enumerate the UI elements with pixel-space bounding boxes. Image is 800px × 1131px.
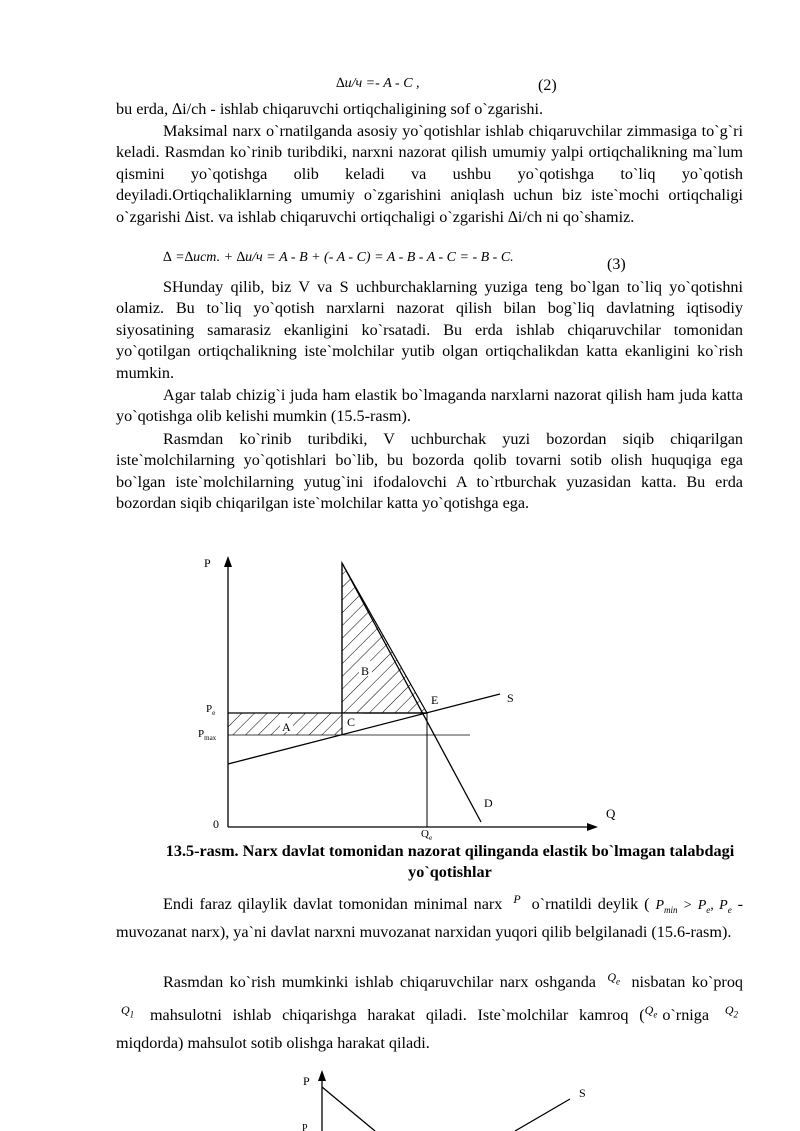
axis-p-label-2: P (303, 1074, 310, 1088)
point-e-label: E (431, 693, 439, 707)
pe-label: $P_e$ (206, 703, 216, 717)
p-axis-2-arrow (318, 1070, 326, 1081)
paragraph-3: SHunday qilib, biz V va S uchburchaklarning yuziga teng bo`lgan to`liq yo`qotishni olamiz. Bu to`liq yo`qotish narxlarni nazorat qilish bilan bog`liq davlatning iqtisodiy siyosatining samarasiz ekanligini ko`rsatadi. Bu erda ishlab chiqaruvchilar tomonidan yo`qotilgan ortiqchalikning iste`molchilar yutib olgan ortiqchalikdan katta ekanligini ko`rish mumkin. (116, 278, 743, 382)
symbol-p: P (513, 892, 521, 906)
area-b-label: B (361, 664, 370, 678)
p-axis-arrow (224, 556, 232, 567)
area-a-label: A (282, 720, 291, 734)
paragraph-6 (116, 888, 743, 943)
formula-2-number: (2) (538, 77, 557, 94)
formula-2: ∆и/ч =- A - C , (336, 76, 420, 91)
figure-caption: 13.5-rasm. Narx davlat tomonidan nazorat qilinganda elastik bo`lmagan talabdagi yo`qotishlar (165, 842, 735, 882)
area-c-label: C (347, 715, 356, 729)
figure-13-6 (0, 1060, 800, 1131)
p7-text-3: mahsulotni ishlab chiqarishga harakat qiladi. Iste`molchilar kamroq ( (149, 1006, 645, 1024)
paragraph-2: Maksimal narx o`rnatilganda asosiy yo`qotishlar ishlab chiqaruvchilar zimmasiga to`g`ri keladi. Rasmdan ko`rinib turibdiki, narxni nazorat qilish umumiy yalpi ortiqchalikning ma`lum qismini yo`qotishga olib keladi va ushbu yo`qotishga to`liq yo`qotish deyiladi.Ortiqchaliklarning umumiy o`zgarishini aniqlash uchun biz iste`mochi ortiqchaligi o`zgarishi ∆ist. va ishlab chiqaruvchi ortiqchaligi o`zgarishi ∆i/ch ni qo`shamiz. (116, 122, 743, 226)
symbol-qe: Qe (607, 970, 621, 987)
paragraph-4: Agar talab chizig`i juda ham elastik bo`lmaganda narxlarni nazorat qilish ham juda katta yo`qotishga olib kelishi mumkin (15.5-rasm). (116, 386, 743, 426)
p7-text-2: nisbatan ko`proq (631, 973, 744, 991)
paragraph-7 (116, 963, 743, 1057)
formula-3-number: (3) (607, 256, 626, 273)
pmax-label: $P_{max}$ (198, 728, 217, 742)
supply-s-label: S (507, 691, 514, 705)
demand-d-label: D (484, 796, 493, 810)
p6-text-1: Endi faraz qilaylik davlat tomonidan minimal narx (163, 895, 503, 913)
symbol-pmin-inequality: $P_{min} > P_e$, $P_e$ (655, 898, 732, 915)
price-label-2: P (302, 1123, 308, 1131)
p7-text-4: o`rniga (662, 1006, 710, 1024)
p6-text-3: - muvozanat narx), ya`ni davlat narxni muvozanat narxidan yuqori qilib belgilanadi (15.6-rasm). (116, 895, 744, 941)
origin-label: 0 (213, 817, 219, 831)
paragraph-1: bu erda, ∆i/ch - ishlab chiqaruvchi ortiqchaligining sof o`zgarishi. (116, 100, 544, 118)
axis-p-label: P (204, 556, 211, 570)
p7-text-5: miqdorda) mahsulot sotib olishga harakat qiladi. (116, 1034, 430, 1052)
p6-text-2: o`rnatildi deylik ( (531, 895, 650, 913)
supply-s-label-2: S (579, 1086, 586, 1100)
demand-curve-2 (322, 1087, 375, 1131)
symbol-qe-2: Qe (644, 1003, 658, 1020)
symbol-q1: Q1 (121, 1003, 135, 1020)
p7-text-1: Rasmdan ko`rish mumkinki ishlab chiqaruvchilar narx oshganda (163, 973, 596, 991)
symbol-q2: Q2 (724, 1003, 739, 1020)
formula-3: ∆ =∆ист. + ∆и/ч = A - B + (- A - C) = A - B - A - C = - B - C. (163, 250, 514, 265)
q-axis-arrow (587, 823, 598, 831)
qe-label: $Q_e$ (421, 828, 433, 842)
axis-q-label: Q (606, 806, 616, 821)
supply-curve-2 (515, 1099, 570, 1131)
paragraph-5: Rasmdan ko`rinib turibdiki, V uchburchak yuzi bozordan siqib chiqarilgan iste`molchilarning yo`qotishlari bo`lib, bu bozorda qolib tovarni sotib olish huquqiga ega bo`lgan iste`molchilarning yutug`ini ifodalovchi A to`rtburchak yuzasidan katta. Bu erda bozordan siqib chiqarilgan iste`molchilar katta yo`qotishga ega. (116, 430, 743, 513)
